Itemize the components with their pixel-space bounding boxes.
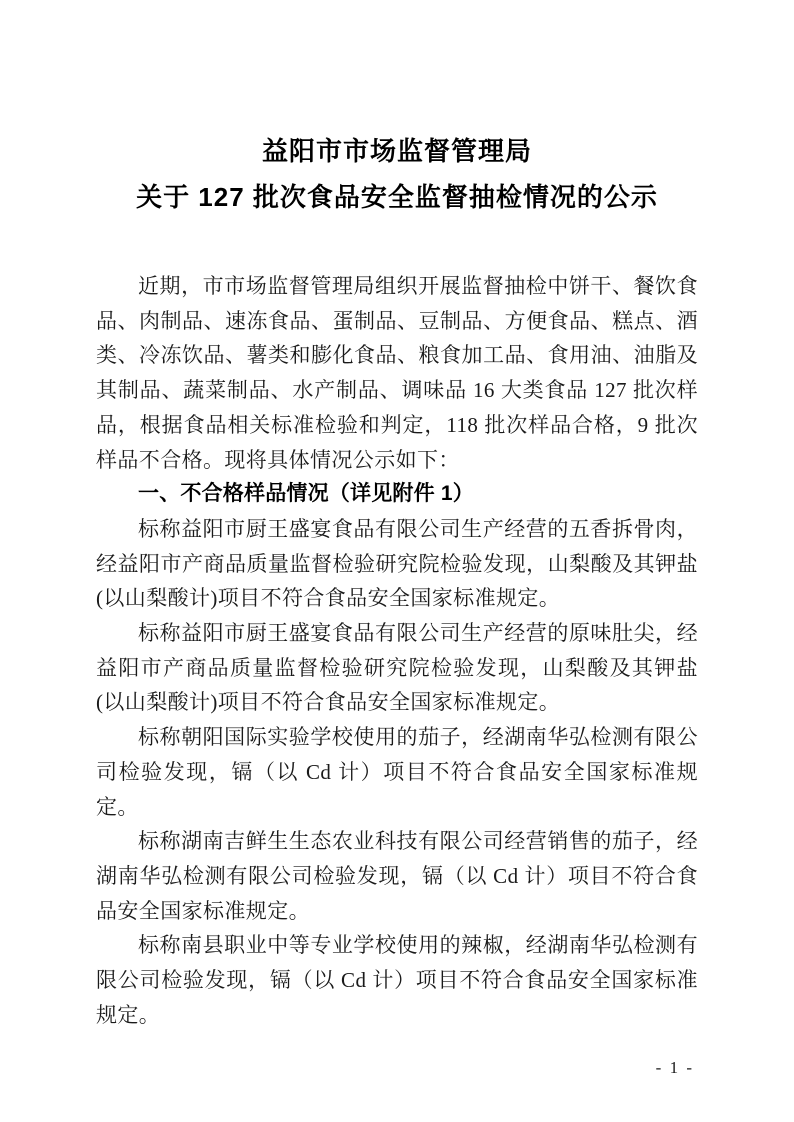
title-line-1: 益阳市市场监督管理局 xyxy=(261,136,532,166)
document-title xyxy=(96,128,698,220)
paragraph-case-4: 标称湖南吉鲜生生态农业科技有限公司经营销售的茄子，经湖南华弘检测有限公司检验发现，镉（以 Cd 计）项目不符合食品安全国家标准规定。 xyxy=(96,829,698,923)
paragraph-case-1: 标称益阳市厨王盛宴食品有限公司生产经营的五香拆骨肉，经益阳市产商品质量监督检验研究院检验发现，山梨酸及其钾盐(以山梨酸计)项目不符合食品安全国家标准规定。 xyxy=(96,516,698,611)
section-heading-nonconforming-samples: 一、不合格样品情况（详见附件 1） xyxy=(138,482,474,506)
title-line-2: 关于 127 批次食品安全监督抽检情况的公示 xyxy=(136,182,658,212)
document-body xyxy=(96,269,698,1032)
paragraph-case-2: 标称益阳市厨王盛宴食品有限公司生产经营的原味肚尖，经益阳市产商品质量监督检验研究院检验发现，山梨酸及其钾盐(以山梨酸计)项目不符合食品安全国家标准规定。 xyxy=(96,621,698,715)
paragraph-case-5: 标称南县职业中等专业学校使用的辣椒，经湖南华弘检测有限公司检验发现，镉（以 Cd 计）项目不符合食品安全国家标准规定。 xyxy=(96,933,698,1027)
page-number: - 1 - xyxy=(655,1058,694,1078)
paragraph-case-3: 标称朝阳国际实验学校使用的茄子，经湖南华弘检测有限公司检验发现，镉（以 Cd 计）项目不符合食品安全国家标准规定。 xyxy=(96,725,698,819)
paragraph-intro: 近期，市市场监督管理局组织开展监督抽检中饼干、餐饮食品、肉制品、速冻食品、蛋制品、豆制品、方便食品、糕点、酒类、冷冻饮品、薯类和膨化食品、粮食加工品、食用油、油脂及其制品、蔬菜制品、水产制品、调味品 16 大类食品 127 批次样品，根据食品相关标准检验和判定，118 批次样品合格，9 批次样品不合格。现将具体情况公示如下： xyxy=(96,274,698,472)
